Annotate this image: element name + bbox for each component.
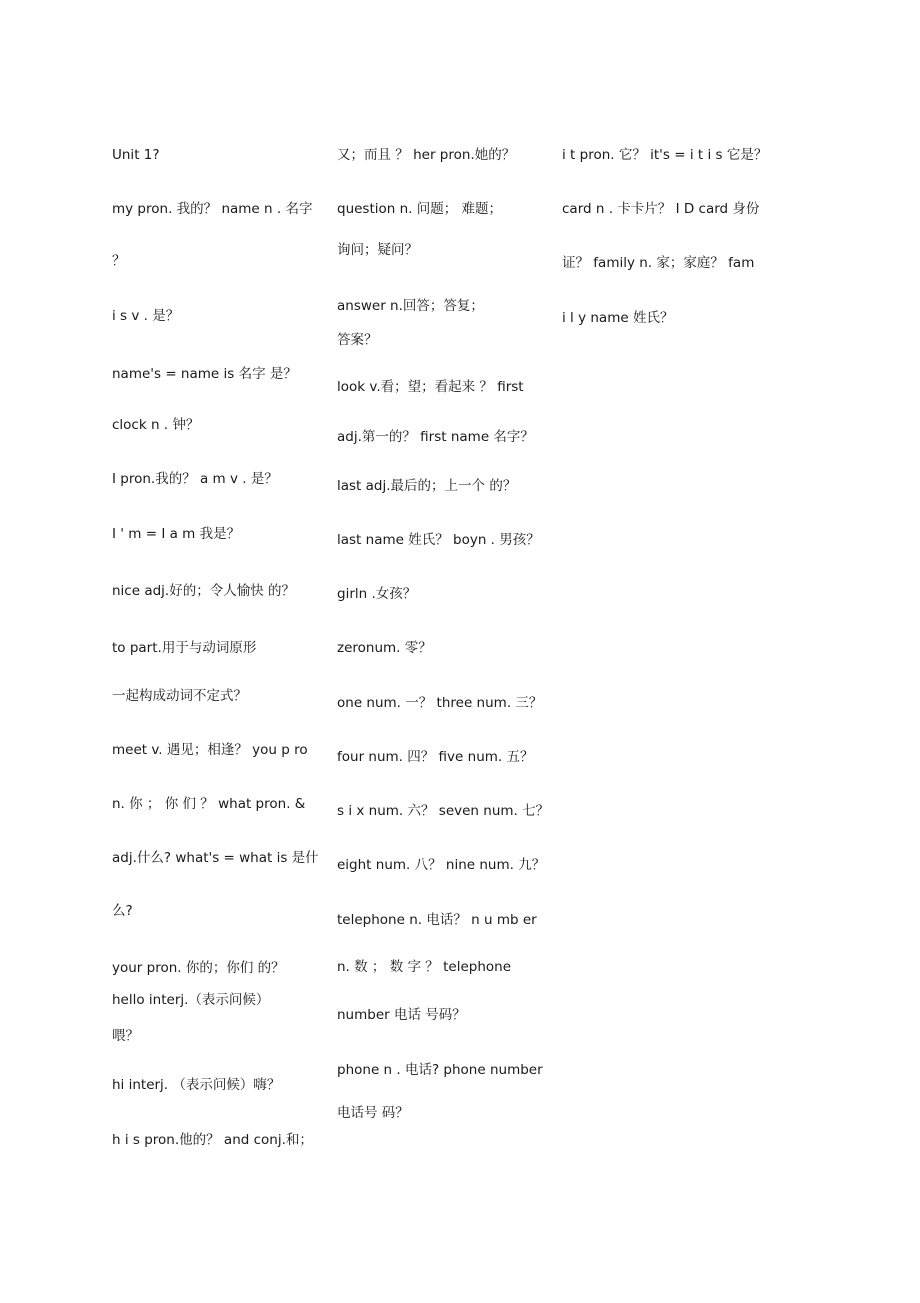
text-line: look v.看；望；看起来 ？ first xyxy=(337,379,524,395)
text-line: 电话号 码？ xyxy=(337,1105,409,1121)
text-line: n. 你 ； 你 们 ？ what pron. & xyxy=(112,796,306,812)
text-line: i s v . 是？ xyxy=(112,308,180,324)
text-line: s i x num. 六？ seven num. 七？ xyxy=(337,803,550,819)
text-line: your pron. 你的；你们 的？ xyxy=(112,960,285,976)
text-line: 么? xyxy=(112,903,133,919)
text-line: n. 数 ； 数 字 ？ telephone xyxy=(337,959,511,975)
text-line: ？ xyxy=(112,253,126,269)
text-line: Unit 1? xyxy=(112,147,160,163)
text-line: phone n . 电话? phone number xyxy=(337,1062,543,1078)
text-line: 又；而且 ？ her pron.她的？ xyxy=(337,147,516,163)
text-line: question n. 问题； 难题； xyxy=(337,201,503,217)
text-line: last adj.最后的；上一个 的？ xyxy=(337,478,517,494)
text-line: i t pron. 它？ it's = i t i s 它是？ xyxy=(562,147,768,163)
text-line: i l y name 姓氏？ xyxy=(562,310,674,326)
text-line: nice adj.好的；令人愉快 的？ xyxy=(112,583,296,599)
text-line: one num. 一？ three num. 三？ xyxy=(337,695,543,711)
text-line: 证？ family n. 家；家庭？ fam xyxy=(562,255,755,271)
text-line: clock n . 钟？ xyxy=(112,417,200,433)
text-line: to part.用于与动词原形 xyxy=(112,640,257,656)
text-line: adj.什么? what's = what is 是什 xyxy=(112,850,319,866)
text-line: girln .女孩？ xyxy=(337,586,417,602)
text-line: 答案？ xyxy=(337,332,378,348)
text-line: adj.第一的？ first name 名字？ xyxy=(337,429,534,445)
text-line: 一起构成动词不定式？ xyxy=(112,688,247,704)
text-line: h i s pron.他的？ and conj.和； xyxy=(112,1132,313,1148)
text-line: 询问；疑问？ xyxy=(337,242,418,258)
text-line: my pron. 我的？ name n . 名字 xyxy=(112,201,313,217)
text-line: card n . 卡卡片？ I D card 身份 xyxy=(562,201,760,217)
text-line: hi interj. （表示问候）嗨？ xyxy=(112,1077,281,1093)
text-line: zeronum. 零？ xyxy=(337,640,432,656)
text-line: meet v. 遇见；相逢？ you p ro xyxy=(112,742,308,758)
text-line: I ' m = I a m 我是？ xyxy=(112,526,241,542)
text-line: last name 姓氏？ boyn . 男孩？ xyxy=(337,532,540,548)
text-line: number 电话 号码？ xyxy=(337,1007,466,1023)
text-line: 喂？ xyxy=(112,1028,139,1044)
text-line: four num. 四？ five num. 五？ xyxy=(337,749,534,765)
text-line: I pron.我的？ a m v . 是？ xyxy=(112,471,278,487)
text-line: name's = name is 名字 是？ xyxy=(112,366,297,382)
text-line: eight num. 八？ nine num. 九？ xyxy=(337,857,546,873)
text-line: answer n.回答；答复； xyxy=(337,298,484,314)
text-line: telephone n. 电话？ n u mb er xyxy=(337,912,537,928)
text-line: hello interj.（表示问候） xyxy=(112,992,270,1008)
